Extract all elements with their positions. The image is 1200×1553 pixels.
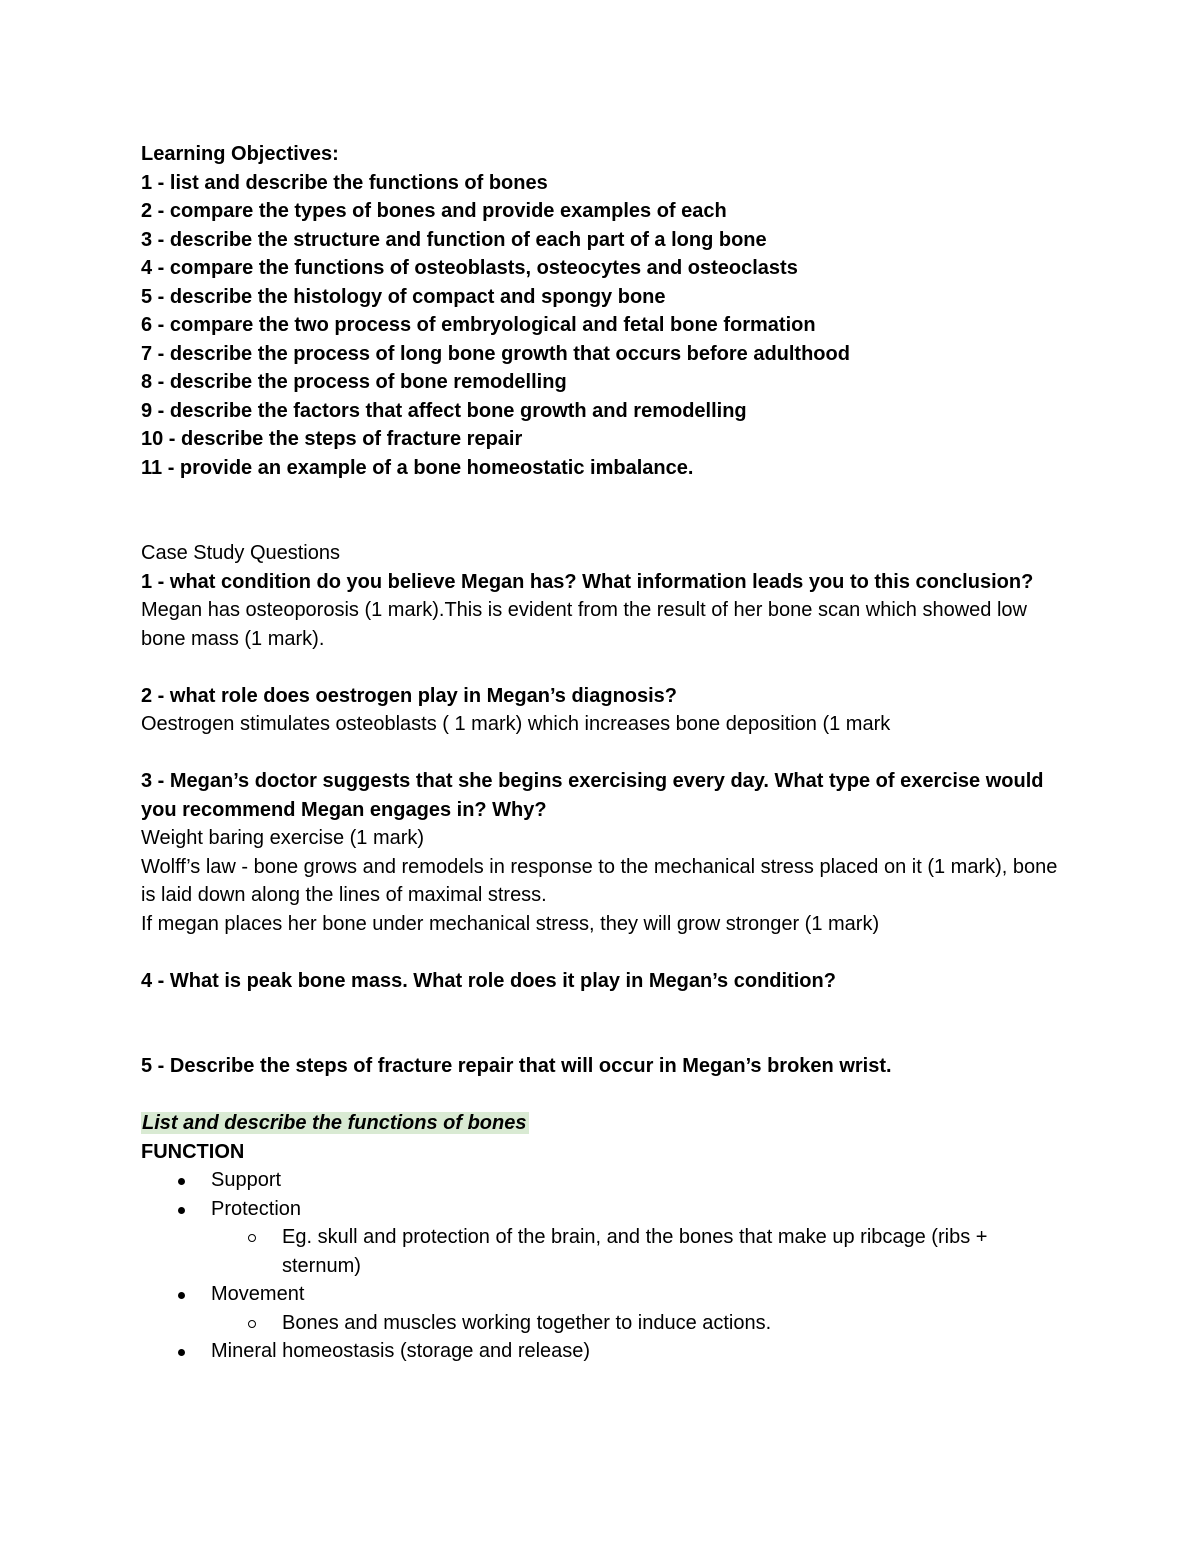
answer-3-line-3: If megan places her bone under mechanical stress, they will grow stronger (1 mark) [141, 912, 880, 935]
learning-objectives-heading: Learning Objectives: [141, 143, 339, 165]
sub-bullet-movement: Bones and muscles working together to induce actions. [141, 1309, 1071, 1338]
answer-1: Megan has osteoporosis (1 mark).This is evident from the result of her bone scan which showed low bone mass (1 mark). [141, 599, 1027, 650]
question-3: 3 - Megan’s doctor suggests that she begins exercising every day. What type of exercise would you recommend Megan engages in? Why? [141, 770, 1044, 821]
functions-heading-row [141, 1109, 1071, 1138]
answer-2: Oestrogen stimulates osteoblasts ( 1 mark) which increases bone deposition (1 mark [141, 713, 891, 735]
question-1: 1 - what condition do you believe Megan has? What information leads you to this conclusion? [141, 570, 1034, 593]
function-label: FUNCTION [141, 1140, 245, 1163]
objective-item: 8 - describe the process of bone remodelling [141, 371, 567, 393]
question-2: 2 - what role does oestrogen play in Megan’s diagnosis? [141, 684, 678, 707]
document-content [141, 140, 1071, 1366]
objective-item: 1 - list and describe the functions of bones [141, 171, 548, 194]
learning-objectives-list [141, 169, 1071, 483]
bullet-movement: Movement [141, 1280, 1071, 1309]
answer-3-line-2: Wolff’s law - bone grows and remodels in response to the mechanical stress placed on it (1 mark), bone is laid down along the lines of maximal stress. [141, 855, 1058, 906]
objective-item: 10 - describe the steps of fracture repair [141, 428, 523, 450]
answer-3-line-1: Weight baring exercise (1 mark) [141, 827, 425, 849]
objective-item: 2 - compare the types of bones and provide examples of each [141, 200, 727, 222]
objective-item: 4 - compare the functions of osteoblasts, osteocytes and osteoclasts [141, 257, 798, 279]
objective-item: 5 - describe the histology of compact and spongy bone [141, 285, 666, 308]
question-4: 4 - What is peak bone mass. What role does it play in Megan’s condition? [141, 969, 836, 992]
objective-item: 11 - provide an example of a bone homeostatic imbalance. [141, 456, 694, 479]
bullet-mineral-homeostasis: Mineral homeostasis (storage and release) [141, 1337, 1071, 1366]
objective-item: 3 - describe the structure and function of each part of a long bone [141, 228, 767, 251]
bullet-protection: Protection [141, 1195, 1071, 1224]
objective-item: 6 - compare the two process of embryological and fetal bone formation [141, 314, 816, 336]
functions-bullet-list [141, 1166, 1071, 1366]
question-5: 5 - Describe the steps of fracture repair that will occur in Megan’s broken wrist. [141, 1055, 892, 1077]
case-study-heading: Case Study Questions [141, 542, 340, 564]
bullet-support: Support [141, 1166, 1071, 1195]
functions-highlight-heading: List and describe the functions of bones [141, 1112, 529, 1134]
objective-item: 9 - describe the factors that affect bone growth and remodelling [141, 399, 747, 422]
objective-item: 7 - describe the process of long bone growth that occurs before adulthood [141, 342, 850, 365]
sub-bullet-protection: Eg. skull and protection of the brain, and the bones that make up ribcage (ribs + sternum) [141, 1223, 1071, 1280]
